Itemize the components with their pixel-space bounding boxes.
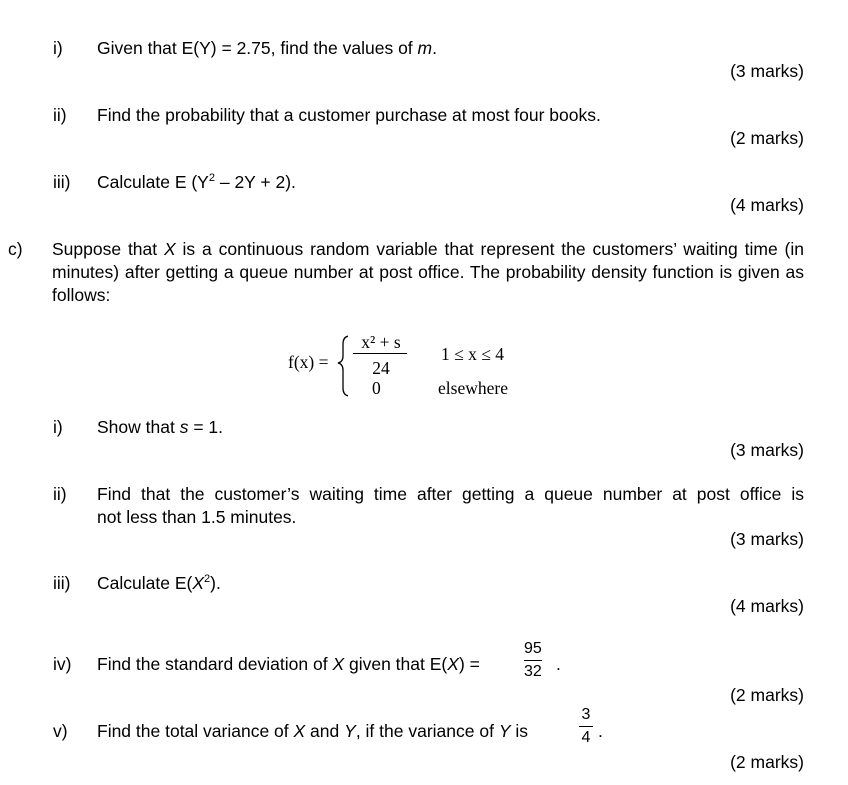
item-number: iii) — [53, 573, 71, 593]
pdf-formula — [288, 328, 548, 400]
fraction-95-32 — [524, 640, 542, 681]
fraction-denominator: 32 — [524, 663, 542, 680]
item-number: ii) — [53, 484, 67, 504]
marks-label: (2 marks) — [730, 685, 804, 705]
pdf-denominator: 24 — [372, 358, 390, 378]
marks-label: (2 marks) — [730, 128, 804, 148]
marks-label: (3 marks) — [730, 529, 804, 549]
question-text: Given that E(Y) = 2.75, find the values of m. — [97, 38, 437, 58]
period: . — [556, 654, 561, 674]
question-text: Show that s = 1. — [97, 417, 223, 437]
marks-label: (4 marks) — [730, 195, 804, 215]
question-text: Find that the customer’s waiting time after getting a queue number at post office is — [97, 484, 804, 504]
pdf-zero: 0 — [372, 378, 381, 398]
fraction-bar — [353, 353, 407, 354]
question-text: Find the standard deviation of X given that E(X) = — [97, 654, 480, 674]
fraction-3-4 — [579, 706, 593, 747]
item-number: iii) — [53, 172, 71, 192]
section-c-paragraph: Suppose that X is a continuous random variable that represent the customers’ waiting time (in minutes) after getting a queue number at post office. The probability density function is given as follows: — [52, 239, 804, 305]
question-text: Calculate E $(Y^2 - 2Y + 2)$. — [97, 172, 296, 192]
question-text: Find the total variance of X and Y, if the variance of Y is — [97, 721, 528, 741]
pdf-lhs: f(x) = — [288, 352, 329, 372]
period: . — [598, 721, 603, 741]
pdf-numerator: x² + s — [361, 332, 401, 352]
fraction-numerator: 95 — [524, 640, 542, 657]
marks-label: (4 marks) — [730, 596, 804, 616]
pdf-condition-range: 1 ≤ x ≤ 4 — [441, 344, 504, 364]
item-number: i) — [53, 38, 63, 58]
fraction-numerator: 3 — [581, 706, 591, 723]
section-label: c) — [8, 239, 23, 259]
fraction-denominator: 4 — [581, 729, 591, 746]
item-number: v) — [53, 721, 68, 741]
marks-label: (3 marks) — [730, 61, 804, 81]
question-text: Calculate $E(X^2)$. — [97, 573, 221, 593]
pdf-condition-elsewhere: elsewhere — [438, 378, 508, 398]
item-number: ii) — [53, 105, 67, 125]
question-text-continued: not less than 1.5 minutes. — [97, 507, 297, 527]
item-number: iv) — [53, 654, 72, 674]
item-number: i) — [53, 417, 63, 437]
marks-label: (3 marks) — [730, 440, 804, 460]
marks-label: (2 marks) — [730, 752, 804, 772]
question-text: Find the probability that a customer purchase at most four books. — [97, 105, 601, 125]
